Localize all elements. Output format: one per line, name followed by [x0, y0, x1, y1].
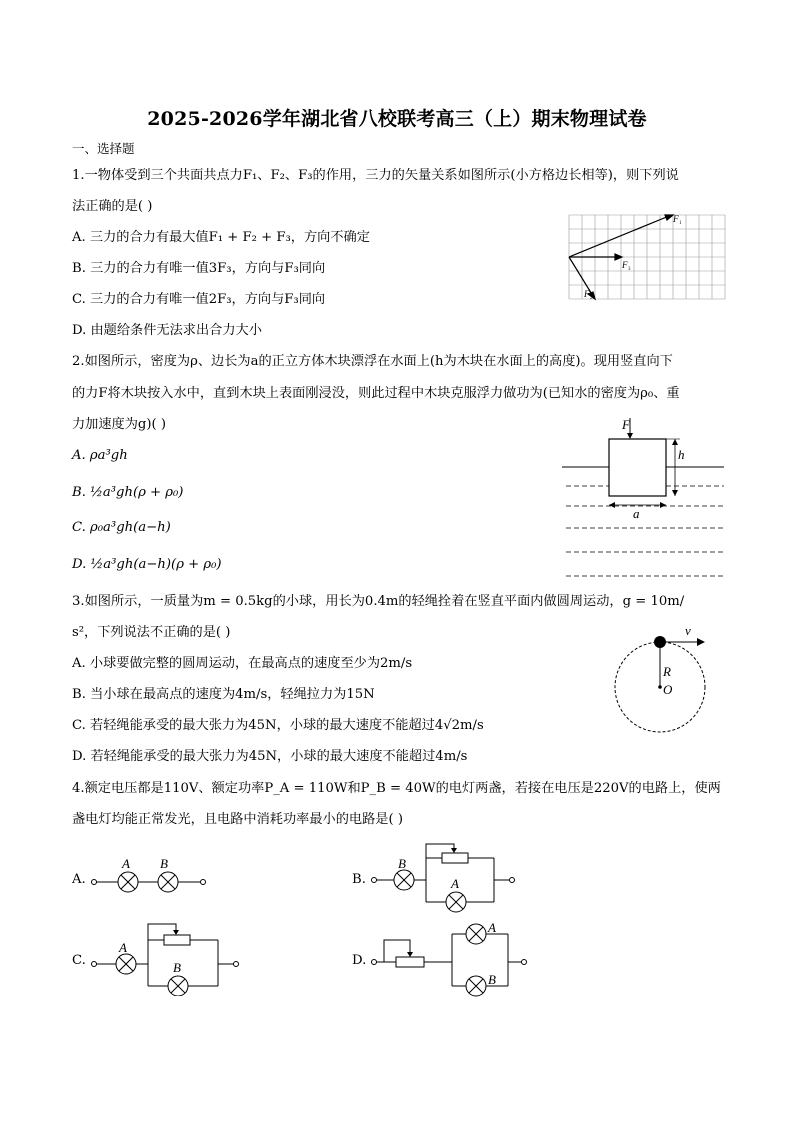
q1-label-f3: F — [622, 260, 628, 270]
q4-option-b-label: B. — [352, 872, 366, 887]
q1-option-b: B. 三力的合力有唯一值3F₃，方向与F₃同向 — [72, 261, 326, 276]
q2-floating-block-figure — [562, 412, 726, 582]
q3-ball — [654, 636, 666, 648]
q2-label-a: a — [633, 506, 640, 521]
q2-option-c: C. ρ₀a³gh(a−h) — [72, 520, 171, 535]
q3-label-o: O — [663, 682, 673, 697]
section-heading: 一、选择题 — [72, 141, 135, 156]
q4-c-lamp-b-label: B — [173, 960, 181, 975]
q2-label-h: h — [678, 447, 685, 462]
q4-b-lamp-b-label: B — [398, 856, 406, 871]
q4-stem-line1: 4.额定电压都是110V、额定功率P_A = 110W和P_B = 40W的电灯两盏，若接在电压是220V的电路上，使两 — [72, 781, 721, 796]
q2-label-force: F — [622, 417, 630, 432]
q3-stem-line2: s²，下列说法不正确的是( ) — [72, 625, 231, 640]
q3-option-b: B. 当小球在最高点的速度为4m/s，轻绳拉力为15N — [72, 687, 375, 702]
q1-label-f3-sub: 3 — [628, 267, 631, 272]
q4-option-a-label: A. — [72, 872, 86, 887]
q2-stem-line1: 2.如图所示，密度为ρ、边长为a的正立方体木块漂浮在水面上(h为木块在水面上的高度)。现用竖直向下 — [72, 354, 673, 369]
q3-label-r: R — [663, 664, 671, 679]
q4-stem-line2: 盏电灯均能正常发光，且电路中消耗功率最小的电路是( ) — [72, 812, 403, 827]
q2-stem-line3: 力加速度为g)( ) — [72, 417, 167, 432]
q3-option-d: D. 若轻绳能承受的最大张力为45N，小球的最大速度不能超过4m/s — [72, 749, 468, 764]
q2-option-a: A. ρa³gh — [72, 448, 128, 463]
q4-circuit-b — [366, 836, 522, 914]
q4-c-lamp-a-label: A — [119, 940, 127, 955]
q3-stem-line1: 3.如图所示，一质量为m = 0.5kg的小球，用长为0.4m的轻绳拴着在竖直平面内做圆周运动，g = 10m/ — [72, 594, 685, 609]
q3-label-v: v — [685, 623, 691, 638]
q1-force-grid-figure — [566, 212, 728, 304]
q4-circuit-d — [366, 912, 534, 1002]
page-title: 2025-2026学年湖北省八校联考高三（上）期末物理试卷 — [147, 108, 647, 130]
q4-circuit-c — [86, 916, 246, 996]
q1-option-c: C. 三力的合力有唯一值2F₃，方向与F₃同向 — [72, 292, 326, 307]
q4-circuit-a — [86, 852, 216, 898]
q4-a-lamp-b-label: B — [160, 856, 168, 871]
q1-label-f2-sub: 2 — [590, 296, 593, 301]
q4-d-lamp-b-label: B — [488, 972, 496, 987]
q4-option-d-label: D. — [352, 953, 367, 968]
q1-stem-line1: 1.一物体受到三个共面共点力F₁、F₂、F₃的作用，三力的矢量关系如图所示(小方格边长相等)，则下列说 — [72, 168, 679, 183]
q1-label-f1: F — [673, 214, 679, 224]
q1-option-a: A. 三力的合力有最大值F₁ + F₂ + F₃，方向不确定 — [72, 230, 370, 245]
q1-stem-line2: 法正确的是( ) — [72, 199, 153, 214]
q1-label-f2: F — [584, 289, 590, 299]
q2-option-d: D. ½a³gh(a−h)(ρ + ρ₀) — [72, 557, 222, 572]
q4-option-c-label: C. — [72, 953, 86, 968]
q2-option-b: B. ½a³gh(ρ + ρ₀) — [72, 485, 184, 500]
q3-option-a: A. 小球要做完整的圆周运动，在最高点的速度至少为2m/s — [72, 656, 413, 671]
q3-circular-motion-figure — [610, 620, 720, 734]
q4-b-lamp-a-label: A — [451, 876, 459, 891]
q1-option-d: D. 由题给条件无法求出合力大小 — [72, 323, 262, 338]
q2-stem-line2: 的力F将木块按入水中，直到木块上表面刚浸没，则此过程中木块克服浮力做功为(已知水的密度为ρ₀、重 — [72, 386, 680, 401]
q4-d-lamp-a-label: A — [488, 920, 496, 935]
q4-a-lamp-a-label: A — [122, 856, 130, 871]
q3-option-c: C. 若轻绳能承受的最大张力为45N，小球的最大速度不能超过4√2m/s — [72, 718, 484, 733]
q1-label-f1-sub: 1 — [679, 221, 682, 226]
